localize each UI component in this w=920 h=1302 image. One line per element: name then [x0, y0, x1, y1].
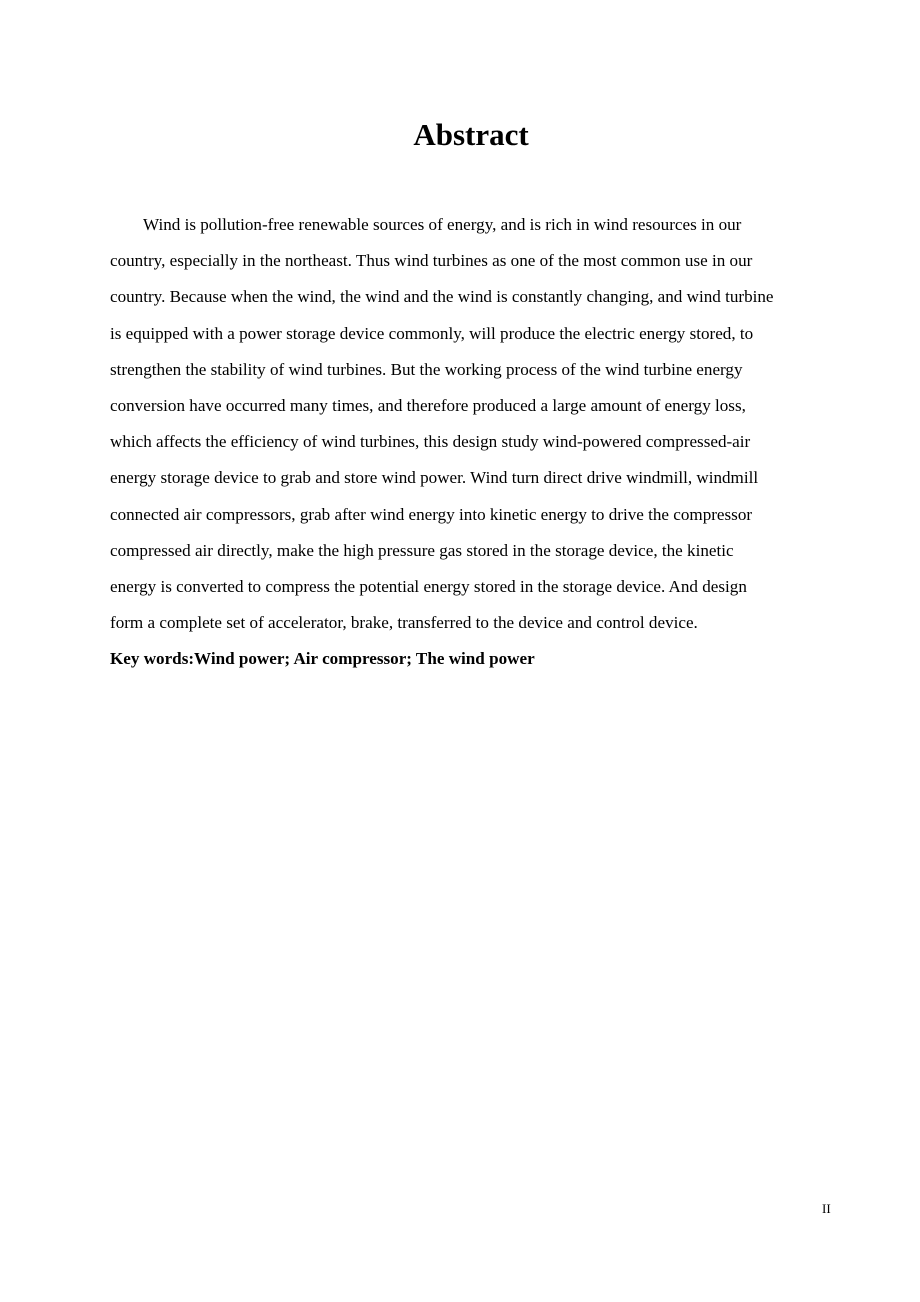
abstract-line: Wind is pollution-free renewable sources of energy, and is rich in wind resources in our: [143, 215, 742, 234]
abstract-line: country. Because when the wind, the wind and the wind is constantly changing, and wind turbine: [110, 287, 774, 307]
abstract-paragraph: [110, 207, 834, 641]
abstract-line: conversion have occurred many times, and therefore produced a large amount of energy loss,: [110, 396, 746, 416]
abstract-line: strengthen the stability of wind turbines. But the working process of the wind turbine energy: [110, 359, 743, 379]
abstract-line: energy is converted to compress the potential energy stored in the storage device. And design: [110, 577, 747, 597]
abstract-line: is equipped with a power storage device commonly, will produce the electric energy stored, to: [110, 323, 754, 343]
abstract-line: which affects the efficiency of wind turbines, this design study wind-powered compressed-air: [110, 432, 751, 452]
page-number: II: [822, 1201, 831, 1216]
abstract-line: compressed air directly, make the high pressure gas stored in the storage device, the kinetic: [110, 540, 734, 560]
page-title: Abstract: [413, 117, 529, 152]
abstract-line: connected air compressors, grab after wind energy into kinetic energy to drive the compressor: [110, 504, 753, 524]
keywords-line: Key words:Wind power; Air compressor; The wind power: [110, 649, 535, 668]
abstract-line: energy storage device to grab and store wind power. Wind turn direct drive windmill, windmill: [110, 468, 759, 488]
abstract-line: country, especially in the northeast. Thus wind turbines as one of the most common use in our: [110, 251, 753, 271]
abstract-line: form a complete set of accelerator, brake, transferred to the device and control device.: [110, 613, 698, 633]
